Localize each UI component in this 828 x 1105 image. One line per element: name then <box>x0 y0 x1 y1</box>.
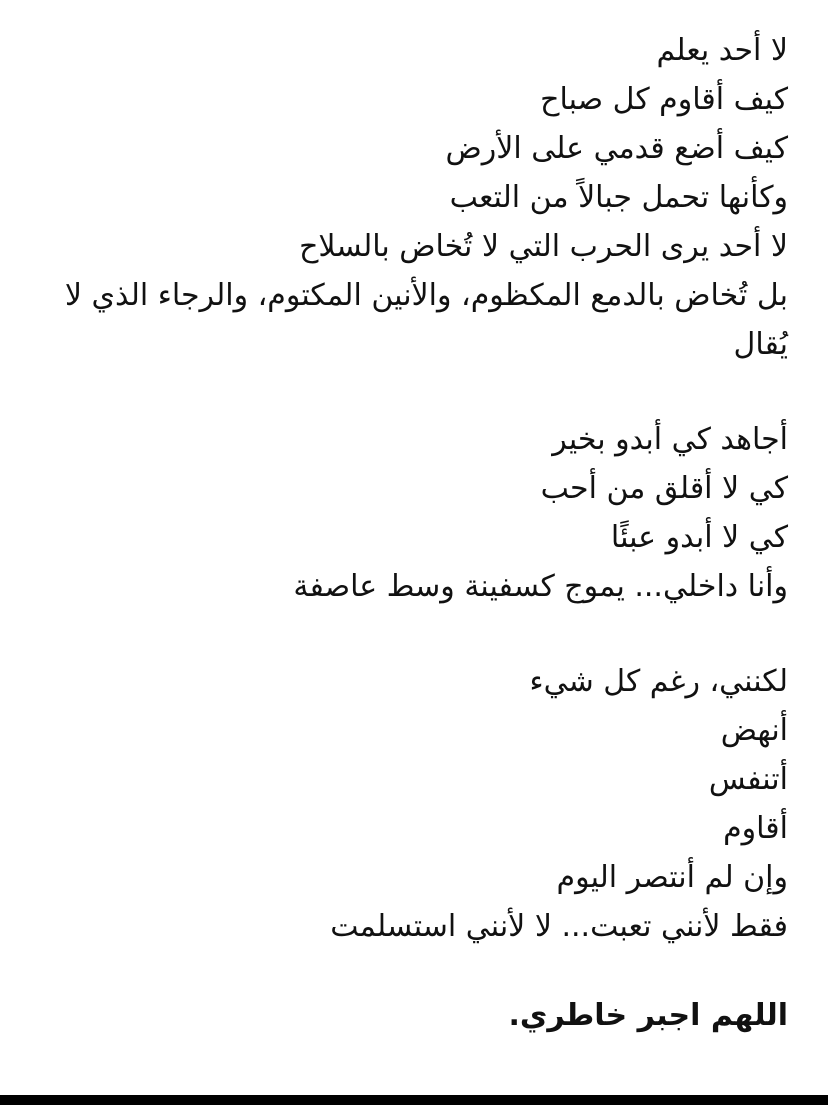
stanza-3 <box>20 657 788 951</box>
poem-line: فقط لأنني تعبت... لا لأنني استسلمت <box>330 909 788 944</box>
stanza-1 <box>20 26 788 369</box>
poem-line: لا أحد يعلم <box>656 33 788 68</box>
bottom-edge-bar <box>0 1095 828 1105</box>
closing-prayer: اللهم اجبر خاطري. <box>508 998 788 1033</box>
poem-line: بل تُخاض بالدمع المكظوم، والأنين المكتوم، والرجاء الذي لا يُقال <box>64 278 788 362</box>
stanza-2 <box>20 415 788 611</box>
poem-line: كي لا أبدو عبئًا <box>610 520 788 555</box>
poem-line: كي لا أقلق من أحب <box>540 471 788 506</box>
poem-line: لا أحد يرى الحرب التي لا تُخاض بالسلاح <box>299 229 788 264</box>
poem-line: وأنا داخلي... يموج كسفينة وسط عاصفة <box>293 569 788 604</box>
poem-line: وإن لم أنتصر اليوم <box>556 860 788 895</box>
poem-text <box>20 26 788 1040</box>
poem-line: أقاوم <box>723 811 788 846</box>
poem-line: أنهض <box>720 713 788 748</box>
poem-line: وكأنها تحمل جبالاً من التعب <box>449 180 788 215</box>
poem-line: كيف أضع قدمي على الأرض <box>445 131 788 166</box>
poem-line: كيف أقاوم كل صباح <box>540 82 788 117</box>
poem-line: لكنني، رغم كل شيء <box>529 664 788 699</box>
poem-line: أتنفس <box>708 762 788 797</box>
poem-line: أجاهد كي أبدو بخير <box>552 422 788 457</box>
